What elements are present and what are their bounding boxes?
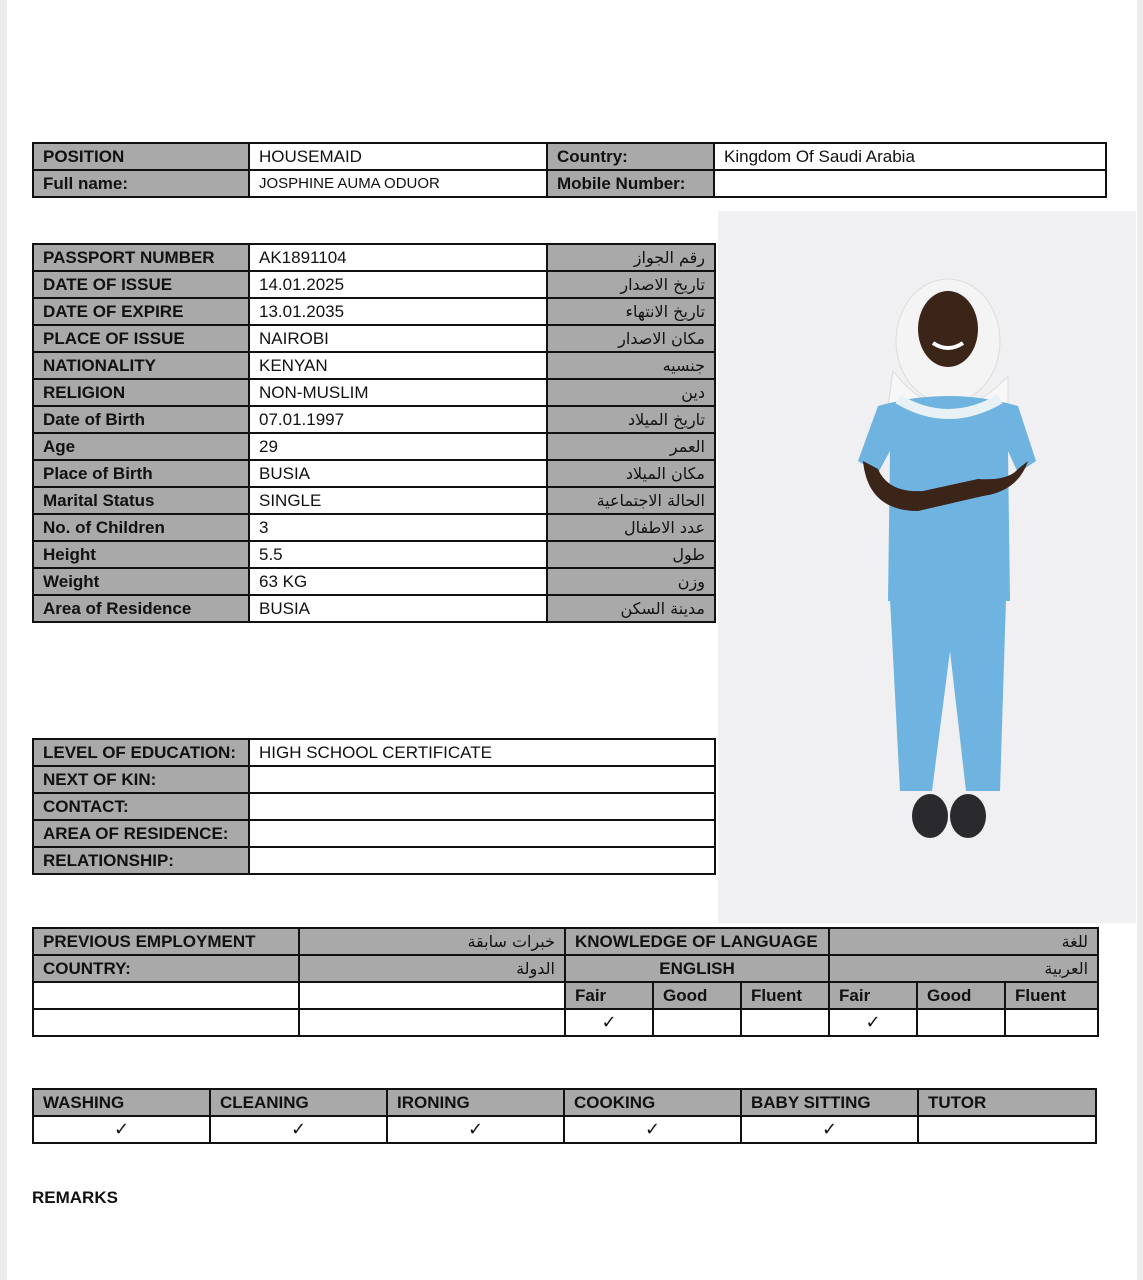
mobile-value bbox=[714, 170, 1106, 197]
english-good-check bbox=[653, 1009, 741, 1036]
personal-field-arabic: وزن bbox=[547, 568, 715, 595]
personal-field-label: PLACE OF ISSUE bbox=[33, 325, 249, 352]
employment-detail-cell bbox=[299, 1009, 565, 1036]
personal-field-value: 63 KG bbox=[249, 568, 547, 595]
mobile-label: Mobile Number: bbox=[547, 170, 714, 197]
personal-field-arabic: مكان الميلاد bbox=[547, 460, 715, 487]
country-value: Kingdom Of Saudi Arabia bbox=[714, 143, 1106, 170]
table-row bbox=[33, 325, 715, 352]
personal-field-label: Place of Birth bbox=[33, 460, 249, 487]
english-fluent-label: Fluent bbox=[741, 982, 829, 1009]
page-edge-left bbox=[0, 0, 7, 1280]
personal-field-value: 5.5 bbox=[249, 541, 547, 568]
table-row bbox=[33, 541, 715, 568]
education-field-value bbox=[249, 766, 715, 793]
personal-field-arabic: العمر bbox=[547, 433, 715, 460]
personal-field-value: 07.01.1997 bbox=[249, 406, 547, 433]
table-row bbox=[33, 739, 715, 766]
employment-country-cell bbox=[33, 982, 299, 1009]
education-field-label: CONTACT: bbox=[33, 793, 249, 820]
remarks-label: REMARKS bbox=[32, 1188, 118, 1207]
personal-field-value: NON-MUSLIM bbox=[249, 379, 547, 406]
personal-field-label: DATE OF EXPIRE bbox=[33, 298, 249, 325]
personal-field-label: Date of Birth bbox=[33, 406, 249, 433]
personal-field-arabic: رقم الجواز bbox=[547, 244, 715, 271]
personal-field-value: AK1891104 bbox=[249, 244, 547, 271]
personal-field-value: NAIROBI bbox=[249, 325, 547, 352]
employment-language-table bbox=[32, 927, 1099, 1037]
skill-label: COOKING bbox=[564, 1089, 741, 1116]
education-field-value bbox=[249, 820, 715, 847]
personal-field-value: 3 bbox=[249, 514, 547, 541]
table-row bbox=[33, 298, 715, 325]
page-edge-right bbox=[1137, 0, 1143, 1280]
personal-field-arabic: عدد الاطفال bbox=[547, 514, 715, 541]
country-header-arabic: الدولة bbox=[299, 955, 565, 982]
table-row bbox=[33, 406, 715, 433]
table-row bbox=[33, 271, 715, 298]
education-field-value bbox=[249, 793, 715, 820]
table-row bbox=[33, 847, 715, 874]
table-row bbox=[33, 487, 715, 514]
education-field-value bbox=[249, 847, 715, 874]
personal-field-label: No. of Children bbox=[33, 514, 249, 541]
personal-field-label: Weight bbox=[33, 568, 249, 595]
personal-field-arabic: الحالة الاجتماعية bbox=[547, 487, 715, 514]
education-field-label: RELATIONSHIP: bbox=[33, 847, 249, 874]
skill-check: ✓ bbox=[210, 1116, 387, 1143]
english-good-label: Good bbox=[653, 982, 741, 1009]
arabic-language-label: العربية bbox=[829, 955, 1098, 982]
country-header-label: COUNTRY: bbox=[33, 955, 299, 982]
arabic-fair-label: Fair bbox=[829, 982, 917, 1009]
header-table bbox=[32, 142, 1107, 198]
personal-field-value: SINGLE bbox=[249, 487, 547, 514]
arabic-fair-check: ✓ bbox=[829, 1009, 917, 1036]
skill-check: ✓ bbox=[387, 1116, 564, 1143]
skill-label: BABY SITTING bbox=[741, 1089, 918, 1116]
skill-check: ✓ bbox=[564, 1116, 741, 1143]
skill-check: ✓ bbox=[741, 1116, 918, 1143]
personal-field-arabic: مكان الاصدار bbox=[547, 325, 715, 352]
personal-field-value: BUSIA bbox=[249, 460, 547, 487]
personal-field-label: Marital Status bbox=[33, 487, 249, 514]
skill-label: WASHING bbox=[33, 1089, 210, 1116]
education-field-value: HIGH SCHOOL CERTIFICATE bbox=[249, 739, 715, 766]
personal-field-value: 29 bbox=[249, 433, 547, 460]
personal-field-arabic: تاريخ الاصدار bbox=[547, 271, 715, 298]
personal-field-arabic: تاريخ الانتهاء bbox=[547, 298, 715, 325]
table-row bbox=[33, 514, 715, 541]
personal-field-label: Age bbox=[33, 433, 249, 460]
table-row bbox=[33, 433, 715, 460]
table-row bbox=[33, 1009, 1098, 1036]
employment-detail-cell bbox=[299, 982, 565, 1009]
table-row bbox=[33, 928, 1098, 955]
country-label: Country: bbox=[547, 143, 714, 170]
skill-label: TUTOR bbox=[918, 1089, 1096, 1116]
table-row bbox=[33, 352, 715, 379]
english-fair-check: ✓ bbox=[565, 1009, 653, 1036]
personal-field-label: Height bbox=[33, 541, 249, 568]
table-row bbox=[33, 955, 1098, 982]
employment-country-cell bbox=[33, 1009, 299, 1036]
personal-field-value: 14.01.2025 bbox=[249, 271, 547, 298]
arabic-good-check bbox=[917, 1009, 1005, 1036]
table-row bbox=[33, 568, 715, 595]
education-table bbox=[32, 738, 716, 875]
skills-table bbox=[32, 1088, 1097, 1144]
personal-field-value: BUSIA bbox=[249, 595, 547, 622]
skill-check bbox=[918, 1116, 1096, 1143]
education-field-label: LEVEL OF EDUCATION: bbox=[33, 739, 249, 766]
skill-label: CLEANING bbox=[210, 1089, 387, 1116]
personal-field-label: DATE OF ISSUE bbox=[33, 271, 249, 298]
table-row bbox=[33, 379, 715, 406]
arabic-good-label: Good bbox=[917, 982, 1005, 1009]
table-row bbox=[33, 170, 1106, 197]
position-label: POSITION bbox=[33, 143, 249, 170]
fullname-label: Full name: bbox=[33, 170, 249, 197]
education-field-label: AREA OF RESIDENCE: bbox=[33, 820, 249, 847]
language-knowledge-label: KNOWLEDGE OF LANGUAGE bbox=[565, 928, 829, 955]
personal-field-label: RELIGION bbox=[33, 379, 249, 406]
personal-field-arabic: مدينة السكن bbox=[547, 595, 715, 622]
language-knowledge-arabic: للغة bbox=[829, 928, 1098, 955]
table-row bbox=[33, 793, 715, 820]
personal-field-label: NATIONALITY bbox=[33, 352, 249, 379]
position-value: HOUSEMAID bbox=[249, 143, 547, 170]
candidate-photo bbox=[718, 211, 1136, 923]
personal-field-label: Area of Residence bbox=[33, 595, 249, 622]
table-row bbox=[33, 1089, 1096, 1116]
table-row bbox=[33, 982, 1098, 1009]
table-row bbox=[33, 1116, 1096, 1143]
skill-label: IRONING bbox=[387, 1089, 564, 1116]
personal-field-label: PASSPORT NUMBER bbox=[33, 244, 249, 271]
education-field-label: NEXT OF KIN: bbox=[33, 766, 249, 793]
previous-employment-arabic: خبرات سابقة bbox=[299, 928, 565, 955]
personal-field-value: KENYAN bbox=[249, 352, 547, 379]
fullname-value: JOSPHINE AUMA ODUOR bbox=[249, 170, 547, 197]
personal-field-value: 13.01.2035 bbox=[249, 298, 547, 325]
personal-details-table bbox=[32, 243, 716, 623]
table-row bbox=[33, 766, 715, 793]
personal-field-arabic: دين bbox=[547, 379, 715, 406]
table-row bbox=[33, 143, 1106, 170]
personal-field-arabic: طول bbox=[547, 541, 715, 568]
arabic-fluent-label: Fluent bbox=[1005, 982, 1098, 1009]
table-row bbox=[33, 820, 715, 847]
table-row bbox=[33, 595, 715, 622]
personal-field-arabic: تاريخ الميلاد bbox=[547, 406, 715, 433]
table-row bbox=[33, 244, 715, 271]
arabic-fluent-check bbox=[1005, 1009, 1098, 1036]
english-label: ENGLISH bbox=[565, 955, 829, 982]
personal-field-arabic: جنسيه bbox=[547, 352, 715, 379]
skill-check: ✓ bbox=[33, 1116, 210, 1143]
previous-employment-label: PREVIOUS EMPLOYMENT bbox=[33, 928, 299, 955]
english-fair-label: Fair bbox=[565, 982, 653, 1009]
english-fluent-check bbox=[741, 1009, 829, 1036]
table-row bbox=[33, 460, 715, 487]
